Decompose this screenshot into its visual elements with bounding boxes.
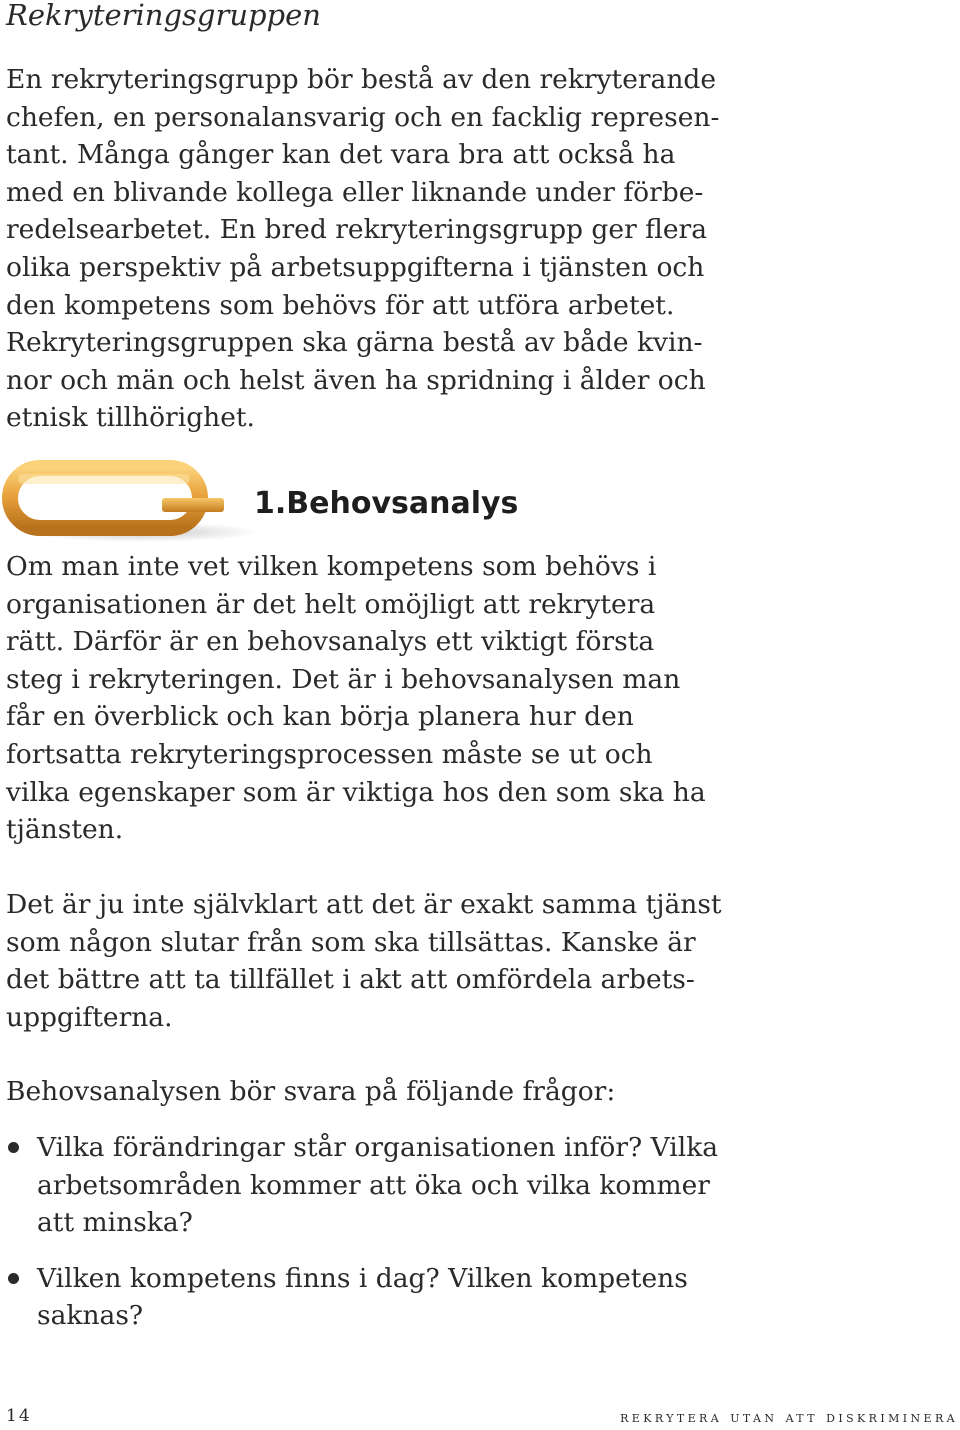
text-line: organisationen är det helt omöjligt att rekrytera	[6, 588, 656, 620]
question-list	[0, 1129, 718, 1353]
text-line: vilka egenskaper som är viktiga hos den som ska ha	[6, 776, 706, 808]
page-number: 14	[6, 1406, 32, 1426]
text-line: det bättre att ta tillfället i akt att omfördela arbets-	[6, 964, 695, 996]
text-line: arbetsområden kommer att öka och vilka kommer	[37, 1169, 710, 1201]
text-line: olika perspektiv på arbetsuppgifterna i tjänsten och	[6, 251, 705, 283]
bullet-icon	[8, 1142, 19, 1153]
text-line: tjänsten.	[6, 814, 124, 846]
text-line: steg i rekryteringen. Det är i behovsanalysen man	[6, 663, 681, 695]
text-line: Vilka förändringar står organisationen inför? Vilka	[37, 1132, 719, 1163]
text-line: redelsearbetet. En bred rekryteringsgrupp ger flera	[6, 214, 707, 246]
text-line: nor och män och helst även ha spridning i ålder och	[6, 364, 706, 396]
text-line: Om man inte vet vilken kompetens som behövs i	[6, 551, 657, 582]
text-line: får en överblick och kan börja planera hur den	[6, 701, 634, 733]
chain-link-icon	[2, 456, 262, 546]
behovsanalys-heading: 1.Behovsanalys	[254, 486, 519, 521]
text-line: Det är ju inte självklart att det är exakt samma tjänst	[6, 889, 722, 920]
text-line: Rekryteringsgruppen ska gärna bestå av både kvin-	[6, 327, 703, 359]
questions-lead	[6, 1073, 615, 1111]
bullet-icon	[8, 1273, 19, 1284]
text-line: Vilken kompetens finns i dag? Vilken kompetens	[37, 1262, 688, 1294]
text-line: med en blivande kollega eller liknande under förbe-	[6, 176, 704, 208]
text-line: uppgifterna.	[6, 1001, 173, 1033]
text-line: En rekryteringsgrupp bör bestå av den rekryterande	[6, 64, 717, 95]
text-line: Behovsanalysen bör svara på följande frågor:	[6, 1076, 616, 1107]
text-line: etnisk tillhörighet.	[6, 402, 255, 434]
text-line: som någon slutar från som ska tillsättas. Kanske är	[6, 926, 696, 958]
text-line: tant. Många gånger kan det vara bra att också ha	[6, 139, 676, 171]
text-line: att minska?	[37, 1207, 193, 1239]
text-line: chefen, en personalansvarig och en facklig represen-	[6, 101, 720, 133]
running-title: rekrytera utan att diskriminera	[620, 1408, 958, 1426]
list-item	[0, 1129, 718, 1242]
intro-paragraph	[6, 61, 719, 437]
list-item	[0, 1260, 718, 1335]
behovsanalys-paragraph-2	[6, 886, 722, 1036]
text-line: saknas?	[37, 1300, 144, 1332]
text-line: fortsatta rekryteringsprocessen måste se ut och	[6, 738, 653, 770]
page-footer	[0, 1406, 960, 1430]
text-line: rätt. Därför är en behovsanalys ett viktigt första	[6, 626, 655, 658]
behovsanalys-paragraph-1	[6, 548, 706, 849]
text-line: den kompetens som behövs för att utföra arbetet.	[6, 289, 675, 321]
section-title: Rekryteringsgruppen	[6, 0, 321, 32]
